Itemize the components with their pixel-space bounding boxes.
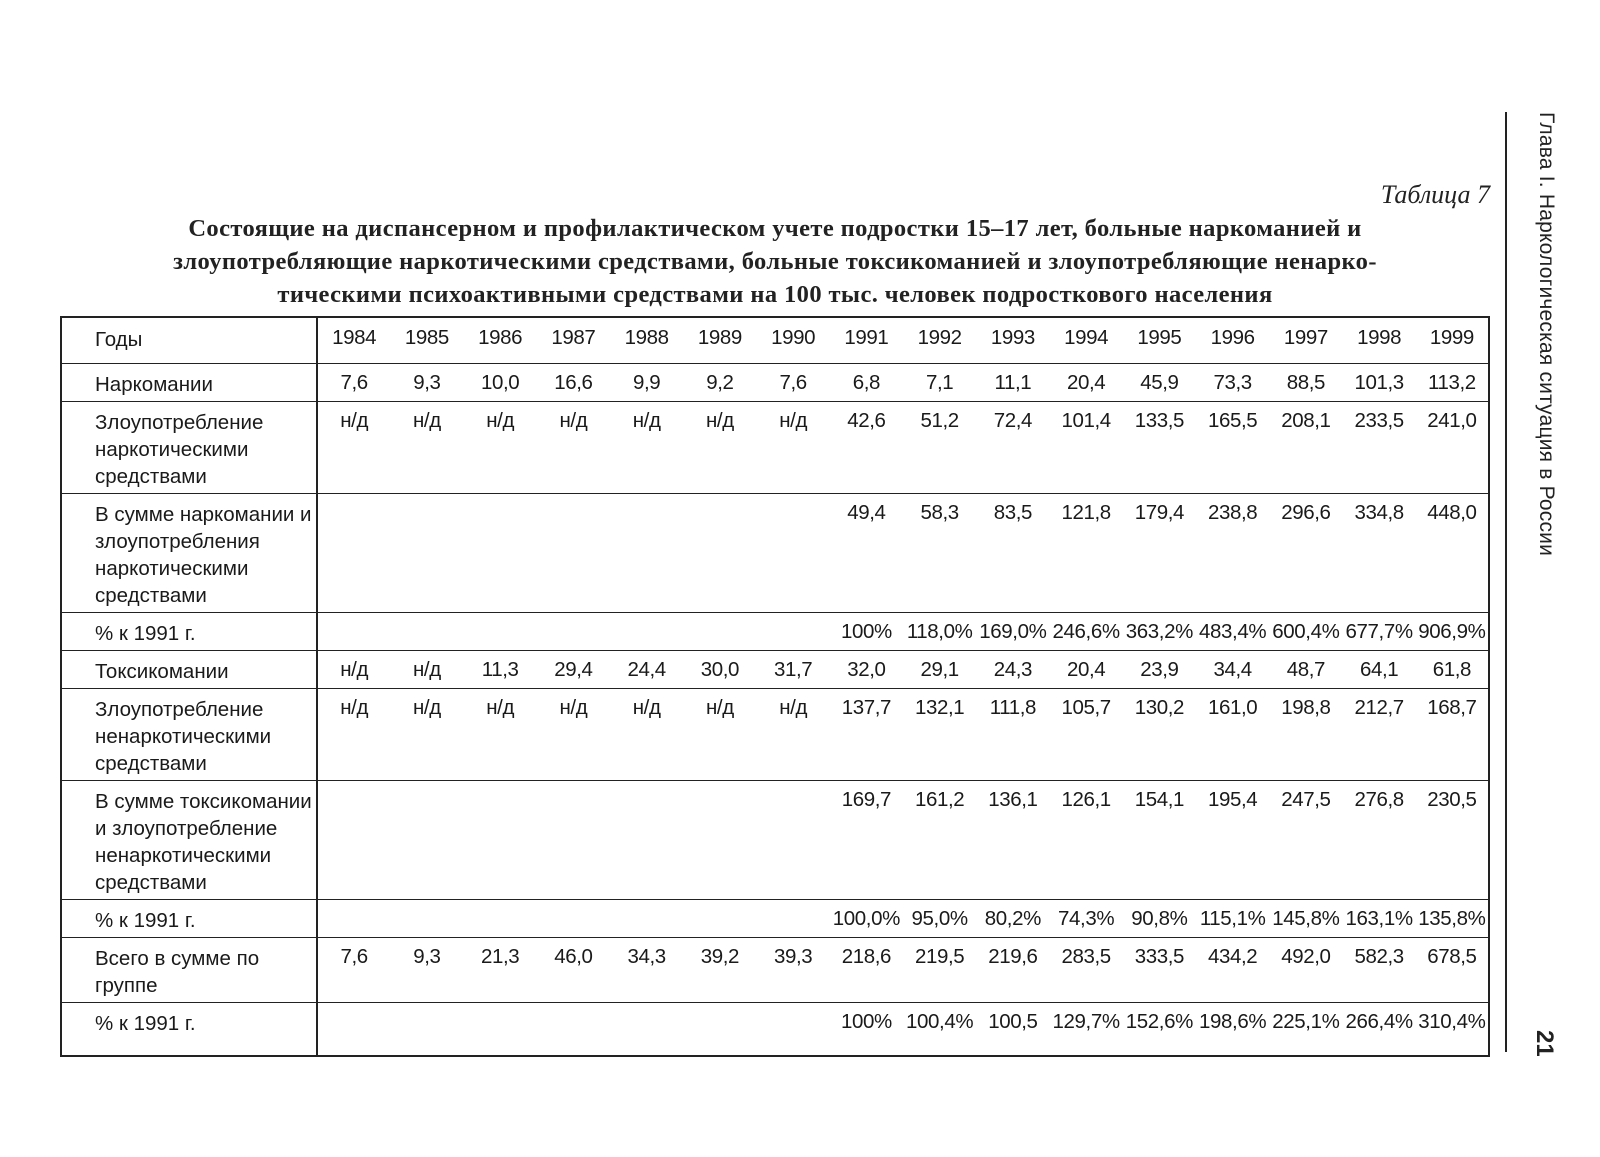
value-cell: 195,4 xyxy=(1196,781,1269,900)
value-cell xyxy=(317,900,390,938)
value-cell xyxy=(757,494,830,613)
value-cell: 363,2% xyxy=(1123,613,1196,651)
table-row xyxy=(61,402,1489,494)
value-cell: 266,4% xyxy=(1345,1010,1413,1033)
value-cell xyxy=(390,900,463,938)
value-cell: 30,0 xyxy=(683,651,756,689)
year-header-cell: 1986 xyxy=(464,317,537,364)
value-cell: 24,3 xyxy=(976,651,1049,689)
value-cell: 136,1 xyxy=(976,781,1049,900)
value-cell xyxy=(610,781,683,900)
value-cell: 48,7 xyxy=(1269,651,1342,689)
value-cell xyxy=(317,1003,390,1057)
value-cell xyxy=(683,781,756,900)
value-cell: 118,0% xyxy=(903,613,976,651)
value-cell: н/д xyxy=(757,689,830,781)
value-cell: 161,2 xyxy=(903,781,976,900)
value-cell: 333,5 xyxy=(1123,938,1196,1003)
value-cell: 73,3 xyxy=(1196,364,1269,402)
value-cell xyxy=(757,781,830,900)
value-cell: 169,0% xyxy=(976,613,1049,651)
value-cell xyxy=(464,494,537,613)
value-cell: 39,3 xyxy=(757,938,830,1003)
value-cell xyxy=(610,613,683,651)
table-row xyxy=(61,494,1489,613)
value-cell: 133,5 xyxy=(1123,402,1196,494)
year-header-cell: 1994 xyxy=(1050,317,1123,364)
value-cell: 135,8% xyxy=(1416,900,1489,938)
value-cell xyxy=(683,900,756,938)
year-header-cell: 1999 xyxy=(1416,317,1489,364)
value-cell: 434,2 xyxy=(1196,938,1269,1003)
value-cell: 179,4 xyxy=(1123,494,1196,613)
value-cell: 678,5 xyxy=(1416,938,1489,1003)
table-row xyxy=(61,651,1489,689)
year-header-cell: 1998 xyxy=(1343,317,1416,364)
value-cell: 168,7 xyxy=(1416,689,1489,781)
row-label-cell: % к 1991 г. xyxy=(61,900,317,938)
value-cell xyxy=(390,781,463,900)
value-cell: н/д xyxy=(390,402,463,494)
value-cell xyxy=(317,781,390,900)
value-cell: 677,7% xyxy=(1343,613,1416,651)
header-label-cell: Годы xyxy=(61,317,317,364)
running-header: Глава I. Наркологическая ситуация в России xyxy=(1535,112,1558,557)
value-cell xyxy=(537,1003,610,1057)
value-cell: 80,2% xyxy=(976,900,1049,938)
value-cell: 100,4% xyxy=(906,1010,974,1033)
value-cell: 95,0% xyxy=(903,900,976,938)
value-cell: 283,5 xyxy=(1050,938,1123,1003)
value-cell: 154,1 xyxy=(1123,781,1196,900)
row-label-cell: Злоупотребление наркотическими средствами xyxy=(61,402,317,494)
value-cell: 208,1 xyxy=(1269,402,1342,494)
value-cell: 100% xyxy=(830,613,903,651)
value-cell: 16,6 xyxy=(537,364,610,402)
value-cell: н/д xyxy=(317,689,390,781)
value-cell: 100% xyxy=(840,1010,892,1033)
value-cell: 24,4 xyxy=(610,651,683,689)
value-cell xyxy=(757,900,830,938)
value-cell: 212,7 xyxy=(1343,689,1416,781)
table-body xyxy=(61,364,1489,1057)
row-label-cell: Токсикомании xyxy=(61,651,317,689)
value-cell: 31,7 xyxy=(757,651,830,689)
page-number: 21 xyxy=(1531,1030,1558,1057)
value-cell: 111,8 xyxy=(976,689,1049,781)
value-cell: 163,1% xyxy=(1343,900,1416,938)
value-cell xyxy=(390,1003,463,1057)
value-cell: 39,2 xyxy=(683,938,756,1003)
value-cell: 161,0 xyxy=(1196,689,1269,781)
value-cell xyxy=(390,613,463,651)
value-cell: 32,0 xyxy=(830,651,903,689)
value-cell: 74,3% xyxy=(1050,900,1123,938)
value-cell: 58,3 xyxy=(903,494,976,613)
year-header-cell: 1987 xyxy=(537,317,610,364)
value-cell: 115,1% xyxy=(1196,900,1269,938)
value-cell: 105,7 xyxy=(1050,689,1123,781)
value-cell: 23,9 xyxy=(1123,651,1196,689)
value-cell: 121,8 xyxy=(1050,494,1123,613)
title-line: Состоящие на диспансерном и профилактическом учете подростки 15–17 лет, больные наркоманией и xyxy=(188,215,1362,242)
year-header-cell: 1995 xyxy=(1123,317,1196,364)
value-cell: н/д xyxy=(683,689,756,781)
value-cell: н/д xyxy=(757,402,830,494)
value-cell xyxy=(537,613,610,651)
value-cell: 582,3 xyxy=(1343,938,1416,1003)
value-cell: 51,2 xyxy=(903,402,976,494)
value-cell: 129,7% xyxy=(1052,1010,1120,1033)
value-cell: 906,9% xyxy=(1416,613,1489,651)
row-label-cell: Злоупотребление ненаркотическими средствами xyxy=(61,689,317,781)
value-cell: н/д xyxy=(464,402,537,494)
value-cell: н/д xyxy=(464,689,537,781)
value-cell xyxy=(537,781,610,900)
value-cell: 20,4 xyxy=(1050,364,1123,402)
value-cell: н/д xyxy=(317,402,390,494)
value-cell xyxy=(464,613,537,651)
value-cell xyxy=(464,781,537,900)
value-cell: 113,2 xyxy=(1416,364,1489,402)
value-cell xyxy=(537,900,610,938)
value-cell xyxy=(610,494,683,613)
value-cell: 225,1% xyxy=(1272,1010,1340,1033)
value-cell: 448,0 xyxy=(1416,494,1489,613)
value-cell: 310,4% xyxy=(1418,1010,1486,1033)
table-row xyxy=(61,364,1489,402)
row-label-cell: % к 1991 г. xyxy=(61,1003,317,1057)
value-cell: 61,8 xyxy=(1416,651,1489,689)
value-cell: 276,8 xyxy=(1343,781,1416,900)
value-cell: 132,1 xyxy=(903,689,976,781)
value-cell: 88,5 xyxy=(1269,364,1342,402)
table-row xyxy=(61,613,1489,651)
value-cell: 9,9 xyxy=(610,364,683,402)
value-cell: 90,8% xyxy=(1123,900,1196,938)
value-cell: 219,5 xyxy=(903,938,976,1003)
value-cell: 219,6 xyxy=(976,938,1049,1003)
value-cell: 9,3 xyxy=(390,938,463,1003)
title-line: злоупотребляющие наркотическими средствами, больные токсикоманией и злоупотребляющие ненарко- xyxy=(173,248,1377,275)
value-cell: 64,1 xyxy=(1343,651,1416,689)
year-header-cell: 1993 xyxy=(976,317,1049,364)
value-cell: н/д xyxy=(537,402,610,494)
value-cell: н/д xyxy=(683,402,756,494)
margin-rule xyxy=(1505,112,1507,1052)
table-row xyxy=(61,900,1489,938)
value-cell xyxy=(757,613,830,651)
value-cell: 72,4 xyxy=(976,402,1049,494)
title-line: тическими психоактивными средствами на 100 тыс. человек подросткового населения xyxy=(277,281,1273,308)
value-cell: 46,0 xyxy=(537,938,610,1003)
year-header-cell: 1990 xyxy=(757,317,830,364)
row-label-cell: Наркомании xyxy=(61,364,317,402)
value-cell: 29,4 xyxy=(537,651,610,689)
value-cell xyxy=(683,494,756,613)
value-cell: 247,5 xyxy=(1269,781,1342,900)
value-cell: 126,1 xyxy=(1050,781,1123,900)
value-cell: 230,5 xyxy=(1416,781,1489,900)
document-title xyxy=(60,212,1490,311)
value-cell xyxy=(683,613,756,651)
value-cell: н/д xyxy=(317,651,390,689)
value-cell: 10,0 xyxy=(464,364,537,402)
value-cell xyxy=(317,613,390,651)
value-cell xyxy=(610,1003,683,1057)
value-cell: 218,6 xyxy=(830,938,903,1003)
year-header-cell: 1985 xyxy=(390,317,463,364)
value-cell: 6,8 xyxy=(830,364,903,402)
value-cell xyxy=(683,1003,756,1057)
value-cell: 45,9 xyxy=(1123,364,1196,402)
value-cell: 100,5 xyxy=(988,1010,1038,1033)
value-cell: 145,8% xyxy=(1269,900,1342,938)
row-label-cell: % к 1991 г. xyxy=(61,613,317,651)
value-cell: н/д xyxy=(390,651,463,689)
value-cell: 9,3 xyxy=(390,364,463,402)
value-cell: 11,3 xyxy=(464,651,537,689)
year-header-cell: 1997 xyxy=(1269,317,1342,364)
value-cell: н/д xyxy=(610,402,683,494)
value-cell: 165,5 xyxy=(1196,402,1269,494)
value-cell xyxy=(464,900,537,938)
year-header-cell: 1996 xyxy=(1196,317,1269,364)
value-cell: 246,6% xyxy=(1050,613,1123,651)
year-header-cell: 1992 xyxy=(903,317,976,364)
table-row xyxy=(61,938,1489,1003)
value-cell: 296,6 xyxy=(1269,494,1342,613)
value-cell: 21,3 xyxy=(464,938,537,1003)
value-cell: 600,4% xyxy=(1269,613,1342,651)
year-header-cell: 1989 xyxy=(683,317,756,364)
value-cell: 11,1 xyxy=(976,364,1049,402)
value-cell: 83,5 xyxy=(976,494,1049,613)
table-row xyxy=(61,781,1489,900)
value-cell: 49,4 xyxy=(830,494,903,613)
table-row xyxy=(61,1003,1489,1057)
value-cell: 241,0 xyxy=(1416,402,1489,494)
value-cell xyxy=(610,900,683,938)
value-cell: 334,8 xyxy=(1343,494,1416,613)
table-label: Таблица 7 xyxy=(1380,180,1490,209)
value-cell: 101,4 xyxy=(1050,402,1123,494)
row-label-cell: Всего в сумме по группе xyxy=(61,938,317,1003)
value-cell: 7,1 xyxy=(903,364,976,402)
row-label-cell: В сумме наркомании и злоупотребления наркотическими средствами xyxy=(61,494,317,613)
value-cell: 169,7 xyxy=(830,781,903,900)
value-cell: 9,2 xyxy=(683,364,756,402)
value-cell: н/д xyxy=(537,689,610,781)
value-cell: 7,6 xyxy=(317,364,390,402)
table-row xyxy=(61,689,1489,781)
year-header-cell: 1984 xyxy=(317,317,390,364)
row-label-cell: В сумме токсикомании и злоупотребление ненаркотическими средствами xyxy=(61,781,317,900)
value-cell: 29,1 xyxy=(903,651,976,689)
value-cell: н/д xyxy=(390,689,463,781)
value-cell xyxy=(537,494,610,613)
value-cell: 101,3 xyxy=(1343,364,1416,402)
value-cell: н/д xyxy=(610,689,683,781)
value-cell: 238,8 xyxy=(1196,494,1269,613)
value-cell xyxy=(317,494,390,613)
year-header-cell: 1988 xyxy=(610,317,683,364)
value-cell: 100,0% xyxy=(830,900,903,938)
value-cell: 198,6% xyxy=(1199,1010,1267,1033)
value-cell: 7,6 xyxy=(317,938,390,1003)
value-cell xyxy=(757,1003,830,1057)
value-cell: 233,5 xyxy=(1343,402,1416,494)
value-cell: 483,4% xyxy=(1196,613,1269,651)
value-cell: 42,6 xyxy=(830,402,903,494)
value-cell: 198,8 xyxy=(1269,689,1342,781)
table-header-row xyxy=(61,317,1489,364)
value-cell: 34,3 xyxy=(610,938,683,1003)
value-cell: 137,7 xyxy=(830,689,903,781)
value-cell: 492,0 xyxy=(1269,938,1342,1003)
value-cell xyxy=(390,494,463,613)
statistics-table xyxy=(60,316,1490,1057)
value-cell xyxy=(464,1003,537,1057)
value-cell: 34,4 xyxy=(1196,651,1269,689)
value-cell: 152,6% xyxy=(1125,1010,1193,1033)
value-cell: 7,6 xyxy=(757,364,830,402)
value-cell: 20,4 xyxy=(1050,651,1123,689)
value-cell: 130,2 xyxy=(1123,689,1196,781)
year-header-cell: 1991 xyxy=(830,317,903,364)
